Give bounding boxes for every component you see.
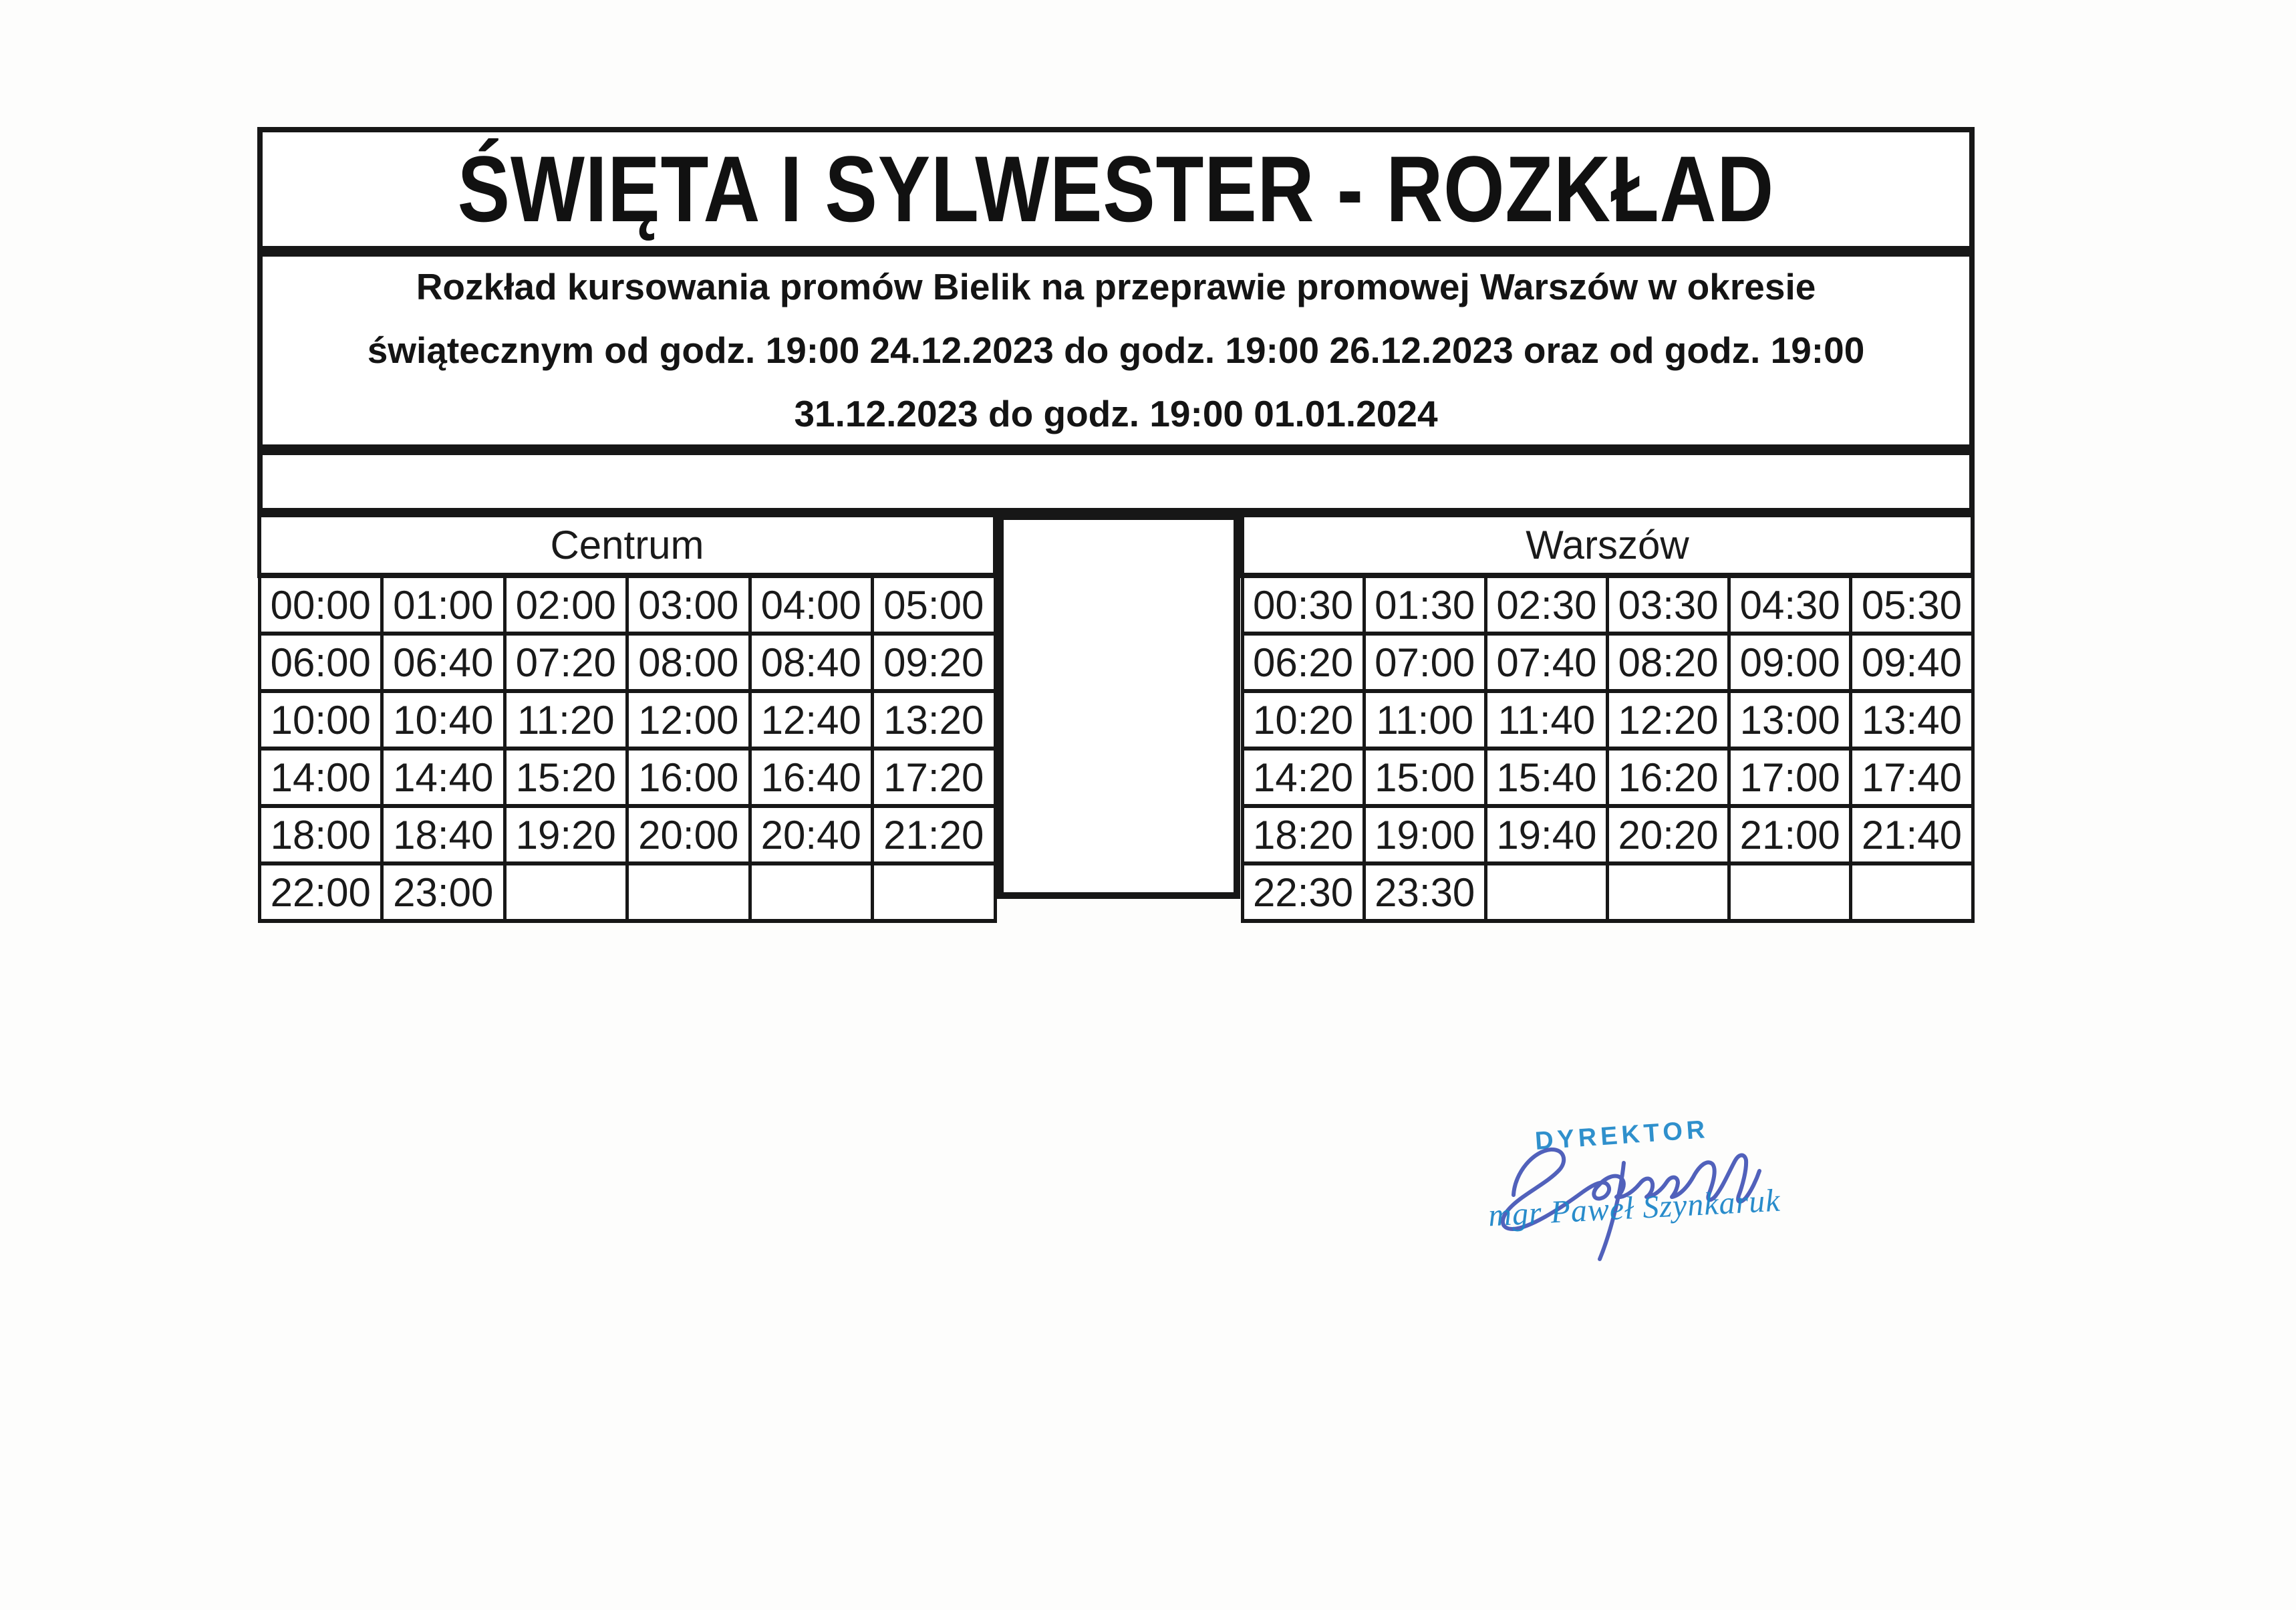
subtitle-line-1: Rozkład kursowania promów Bielik na przeprawie promowej Warszów w okresie (416, 266, 1816, 307)
departure-time-cell: 23:00 (382, 863, 505, 921)
timetable-row (1242, 575, 1973, 634)
departure-time-cell: 17:40 (1851, 749, 1973, 806)
departure-time-cell: 10:20 (1242, 691, 1364, 749)
timetable-warszow-title: Warszów (1242, 515, 1973, 575)
timetable-row (259, 691, 995, 749)
departure-time-cell: 05:30 (1851, 575, 1973, 634)
departure-time-cell: 03:30 (1607, 575, 1729, 634)
departure-time-cell: 20:00 (627, 806, 750, 863)
timetable-row (1242, 749, 1973, 806)
departure-time-cell: 12:40 (750, 691, 873, 749)
departure-time-cell: 09:20 (873, 634, 996, 691)
departure-time-cell: 18:40 (382, 806, 505, 863)
departure-time-cell: 02:30 (1485, 575, 1607, 634)
departure-time-cell: 09:40 (1851, 634, 1973, 691)
departure-time-cell: 16:20 (1607, 749, 1729, 806)
departure-time-cell: 15:00 (1364, 749, 1485, 806)
empty-cell (505, 863, 627, 921)
empty-cell (1729, 863, 1851, 921)
departure-time-cell: 13:00 (1729, 691, 1851, 749)
departure-time-cell: 08:20 (1607, 634, 1729, 691)
departure-time-cell: 07:00 (1364, 634, 1485, 691)
empty-cell (1607, 863, 1729, 921)
timetable-centrum (257, 513, 997, 915)
stamp-name-text: mgr Paweł Szynkaruk (1487, 1182, 1781, 1234)
departure-time-cell: 21:00 (1729, 806, 1851, 863)
timetable-header-row (259, 515, 995, 575)
departure-time-cell: 12:20 (1607, 691, 1729, 749)
timetable-row (259, 575, 995, 634)
departure-time-cell: 13:40 (1851, 691, 1973, 749)
empty-cell (1485, 863, 1607, 921)
departure-time-cell: 10:00 (259, 691, 382, 749)
timetable-row (1242, 634, 1973, 691)
departure-time-cell: 19:40 (1485, 806, 1607, 863)
timetable-row (259, 806, 995, 863)
empty-cell (873, 863, 996, 921)
departure-time-cell: 16:40 (750, 749, 873, 806)
departure-time-cell: 06:20 (1242, 634, 1364, 691)
departure-time-cell: 03:00 (627, 575, 750, 634)
departure-time-cell: 04:30 (1729, 575, 1851, 634)
departure-time-cell: 18:00 (259, 806, 382, 863)
departure-time-cell: 08:40 (750, 634, 873, 691)
departure-time-cell: 16:00 (627, 749, 750, 806)
empty-strip (257, 450, 1975, 513)
departure-time-cell: 14:00 (259, 749, 382, 806)
middle-gap-box (997, 513, 1240, 899)
departure-time-cell: 18:20 (1242, 806, 1364, 863)
departure-time-cell: 15:20 (505, 749, 627, 806)
timetable-warszow-table (1240, 513, 1975, 923)
departure-time-cell: 07:20 (505, 634, 627, 691)
timetable-row (259, 863, 995, 921)
departure-time-cell: 06:40 (382, 634, 505, 691)
departure-time-cell: 10:40 (382, 691, 505, 749)
timetable-centrum-table (257, 513, 997, 923)
departure-time-cell: 07:40 (1485, 634, 1607, 691)
timetable-header-row (1242, 515, 1973, 575)
departure-time-cell: 11:20 (505, 691, 627, 749)
departure-time-cell: 17:00 (1729, 749, 1851, 806)
timetable-row (1242, 863, 1973, 921)
departure-time-cell: 09:00 (1729, 634, 1851, 691)
subtitle-box (257, 251, 1975, 450)
departure-time-cell: 20:40 (750, 806, 873, 863)
departure-time-cell: 13:20 (873, 691, 996, 749)
departure-time-cell: 02:00 (505, 575, 627, 634)
timetable-warszow (1240, 513, 1975, 915)
departure-time-cell: 05:00 (873, 575, 996, 634)
empty-cell (1851, 863, 1973, 921)
departure-time-cell: 11:00 (1364, 691, 1485, 749)
departure-time-cell: 22:30 (1242, 863, 1364, 921)
departure-time-cell: 19:00 (1364, 806, 1485, 863)
departure-time-cell: 01:00 (382, 575, 505, 634)
departure-time-cell: 22:00 (259, 863, 382, 921)
title-box (257, 127, 1975, 251)
departure-time-cell: 20:20 (1607, 806, 1729, 863)
departure-time-cell: 00:30 (1242, 575, 1364, 634)
departure-time-cell: 00:00 (259, 575, 382, 634)
departure-time-cell: 12:00 (627, 691, 750, 749)
departure-time-cell: 11:40 (1485, 691, 1607, 749)
director-stamp (1487, 1104, 1834, 1271)
timetable-row (1242, 691, 1973, 749)
departure-time-cell: 19:20 (505, 806, 627, 863)
page-title: ŚWIĘTA I SYLWESTER - ROZKŁAD (457, 136, 1775, 241)
empty-cell (627, 863, 750, 921)
subtitle-line-3: 31.12.2023 do godz. 19:00 01.01.2024 (794, 393, 1438, 434)
stamp-role-text: DYREKTOR (1534, 1115, 1710, 1156)
timetable-row (1242, 806, 1973, 863)
departure-time-cell: 08:00 (627, 634, 750, 691)
timetable-row (259, 634, 995, 691)
departure-time-cell: 21:40 (1851, 806, 1973, 863)
departure-time-cell: 23:30 (1364, 863, 1485, 921)
departure-time-cell: 01:30 (1364, 575, 1485, 634)
timetable-centrum-title: Centrum (259, 515, 995, 575)
departure-time-cell: 14:20 (1242, 749, 1364, 806)
departure-time-cell: 06:00 (259, 634, 382, 691)
departure-time-cell: 04:00 (750, 575, 873, 634)
subtitle-line-2: świątecznym od godz. 19:00 24.12.2023 do godz. 19:00 26.12.2023 oraz od godz. 19:00 (367, 329, 1865, 371)
departure-time-cell: 21:20 (873, 806, 996, 863)
departure-time-cell: 17:20 (873, 749, 996, 806)
timetable-row (259, 749, 995, 806)
empty-cell (750, 863, 873, 921)
departure-time-cell: 15:40 (1485, 749, 1607, 806)
departure-time-cell: 14:40 (382, 749, 505, 806)
